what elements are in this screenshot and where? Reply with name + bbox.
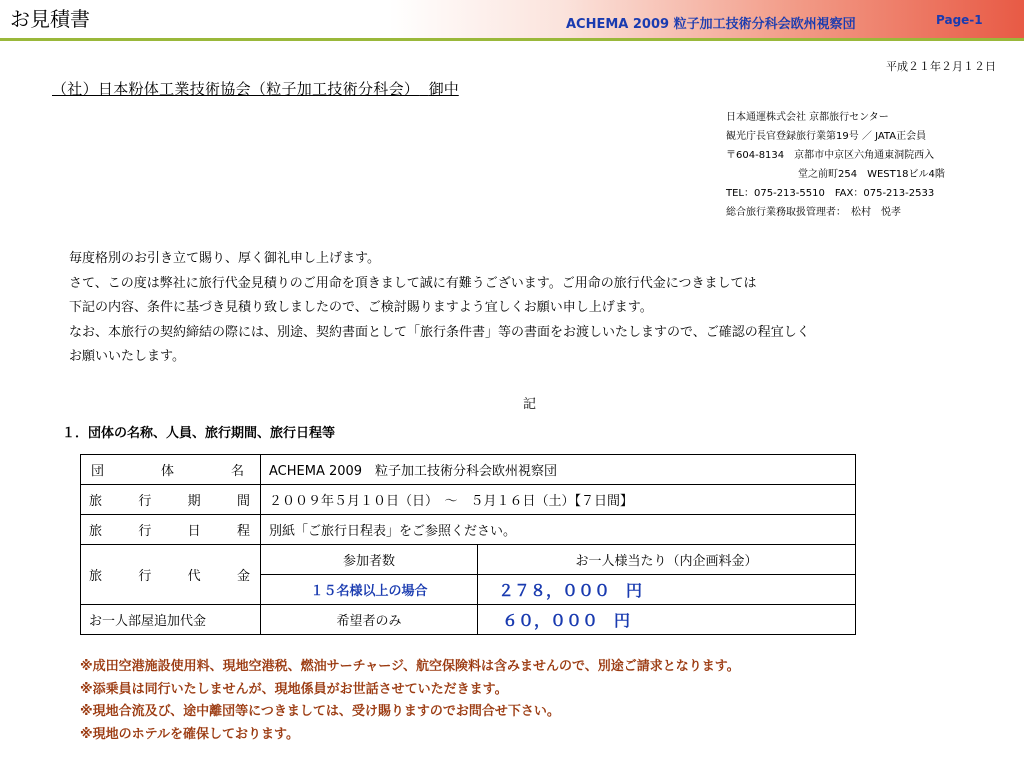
sender-address-2: 堂之前町254 WEST18ビル4階: [798, 169, 945, 180]
single-room-condition: 希望者のみ: [261, 605, 478, 635]
page-number: Page-1: [936, 13, 983, 27]
document-title: お見積書: [10, 7, 90, 31]
participants-header: 参加者数: [261, 545, 478, 575]
ki-heading: 記: [523, 397, 537, 412]
single-room-amount-text: ６０，０００ 円: [502, 611, 631, 630]
table-row: [81, 485, 856, 515]
table-row: [81, 515, 856, 545]
table-row: [81, 455, 856, 485]
group-name-value: ACHEMA 2009 粒子加工技術分科会欧州視察団: [261, 455, 856, 485]
price-label: 旅 行 代 金: [81, 545, 261, 605]
body-line: 下記の内容、条件に基づき見積り致しましたので、ご検討賜りますよう宜しくお願い申し上げます。: [69, 300, 653, 315]
period-label: 旅 行 期 間: [81, 485, 261, 515]
section-1-title: １．団体の名称、人員、旅行期間、旅行日程等: [62, 426, 336, 441]
sender-phone-fax: TEL：075-213-5510 FAX：075-213-2533: [726, 188, 935, 199]
sender-manager: 総合旅行業務取扱管理者： 松村 悦孝: [726, 207, 901, 218]
issue-date: 平成２１年２月１２日: [886, 60, 996, 73]
sender-company: 日本通運株式会社 京都旅行センター: [726, 112, 889, 123]
single-room-label: お一人部屋追加代金: [81, 605, 261, 635]
greeting-text: [69, 247, 810, 370]
sender-address: 〒604-8134 京都市中京区六角通東洞院西入: [726, 150, 935, 161]
note-line: ※現地合流及び、途中離団等につきましては、受け賜りますのでお問合せ下さい。: [80, 704, 560, 719]
header-bar: [0, 0, 1024, 38]
addressee-honorific: 御中: [428, 80, 459, 98]
group-name-label: 団 体 名: [81, 455, 261, 485]
note-line: ※成田空港施設使用料、現地空港税、燃油サーチャージ、航空保険料は含みませんので、別途ご請求となります。: [80, 659, 740, 674]
body-line: お願いいたします。: [69, 349, 185, 364]
estimate-table: [80, 454, 856, 635]
itinerary-value: 別紙「ご旅行日程表」をご参照ください。: [261, 515, 856, 545]
participants-condition: １５名様以上の場合: [261, 575, 478, 605]
addressee: [52, 78, 459, 99]
price-amount: [478, 575, 856, 605]
price-amount-text: ２７８，０００ 円: [498, 581, 643, 600]
sender-block: [726, 108, 945, 222]
tour-title: ACHEMA 2009 粒子加工技術分科会欧州視察団: [566, 17, 856, 32]
body-line: なお、本旅行の契約締結の際には、別途、契約書面として「旅行条件書」等の書面をお渡しいたしますので、ご確認の程宜しく: [69, 324, 810, 340]
notes-block: [80, 656, 740, 746]
sender-registration: 観光庁長官登録旅行業第19号 ／ JATA正会員: [726, 131, 927, 142]
note-line: ※現地のホテルを確保しております。: [80, 726, 299, 742]
body-line: さて、この度は弊社に旅行代金見積りのご用命を頂きまして誠に有難うございます。ご用命の旅行代金につきましては: [69, 275, 757, 291]
period-value: ２００９年５月１０日（日） ～ ５月１６日（土）【７日間】: [261, 485, 856, 515]
table-row: [81, 545, 856, 575]
itinerary-label: 旅 行 日 程: [81, 515, 261, 545]
note-line: ※添乗員は同行いたしませんが、現地係員がお世話させていただきます。: [80, 681, 508, 697]
header-divider: [0, 38, 1024, 41]
table-row: [81, 605, 856, 635]
per-person-header: お一人様当たり（内企画料金）: [478, 545, 856, 575]
addressee-name: （社）日本粉体工業技術協会（粒子加工技術分科会）: [52, 80, 420, 98]
body-line: 毎度格別のお引き立て賜り、厚く御礼申し上げます。: [69, 251, 380, 266]
single-room-amount: [478, 605, 856, 635]
